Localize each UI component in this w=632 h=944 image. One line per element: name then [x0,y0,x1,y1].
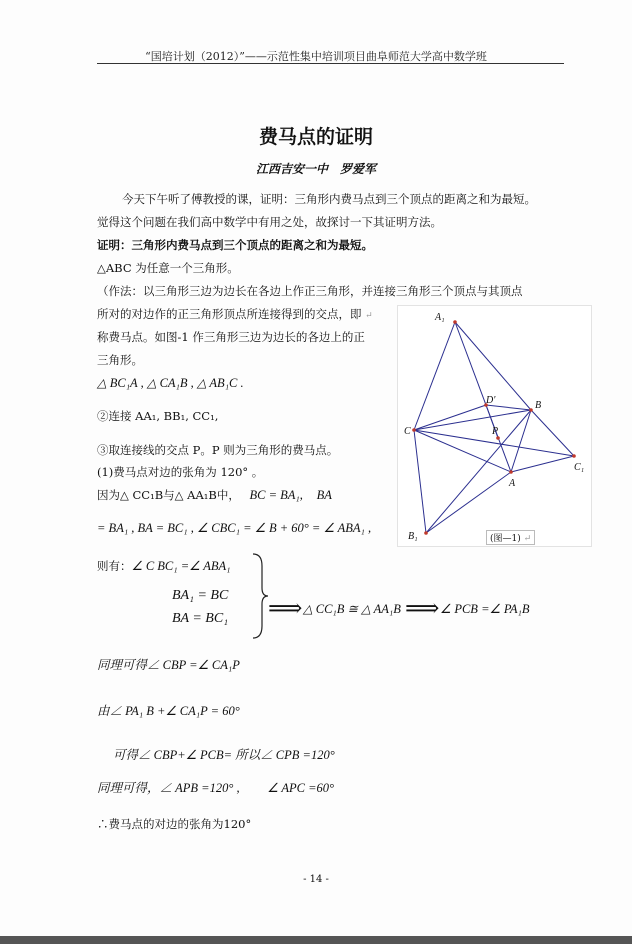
intro-line-2: 觉得这个问题在我们高中数学中有用之处，故探讨一下其证明方法。 [97,215,442,229]
angle-equality-statement: ∠ PCB =∠ PA₁B [440,602,530,616]
system-eq-1: BA₁ = BC [172,588,229,603]
point-c [412,428,416,432]
triangle-abc-line: △ABC 为任意一个三角形。 [97,261,239,275]
get-line: 可得∠ CBP+∠ PCB= 所以∠ CPB =120° [113,748,335,762]
label-d: D' [486,395,496,406]
segment-a1-a [455,322,511,472]
segment-c-b [414,410,531,430]
label-a1: A₁ [435,312,445,323]
header-rule [97,63,564,64]
then-line: 则有：∠ C BC₁ =∠ ABA₁ [97,559,231,573]
similar-line-1: 同理可得∠ CBP =∠ CA₁P [97,658,240,672]
property-1-line: (1)费马点对边的张角为 120° 。 [97,465,264,479]
author-line: 江西吉安一中 罗爱军 [255,162,376,176]
point-c1 [572,454,576,458]
point-a1 [453,320,457,324]
segment-b1-b [426,410,531,533]
intro-line-1: 今天下午听了傅教授的课，证明：三角形内费马点到三个顶点的距离之和为最短。 [122,192,536,206]
because-line: 因为△ CC₁B与△ AA₁B中， BC = BA₁, BA [97,488,332,502]
label-p: P [492,426,499,437]
point-b [529,408,533,412]
page-number: - 14 - [303,874,329,885]
segment-b-a [511,410,531,472]
point-b1 [424,531,428,535]
segment-b1-a [426,472,511,533]
conclusion-line: ∴费马点的对边的张角为120° [97,817,252,831]
from-line: 由∠ PA₁ B +∠ CA₁P = 60° [97,704,240,718]
implies-arrow-1: ⟹ [268,594,303,622]
segment-a1-c [414,322,455,430]
page-header: “国培计划（2012）”——示范性集中培训项目曲阜师范大学高中数学班 [145,50,487,63]
label-b1: B₁ [408,531,418,542]
right-brace [250,552,270,640]
label-c1: C₁ [574,462,585,473]
system-eq-2: BA = BC₁ [172,611,229,626]
label-a: A [509,478,516,489]
method-line-4: 三角形。 [97,353,143,367]
method-line-3: 称费马点。如图-1 作三角形三边为边长的各边上的正 [97,330,365,344]
similar-line-2: 同理可得，∠ APB =120° , ∠ APC =60° [97,781,335,795]
claim-statement: 证明：三角形内费马点到三个顶点的距离之和为最短。 [97,238,373,252]
method-line-1: （作法：以三角形三边为边长在各边上作正三角形，并连接三角形三个顶点与其顶点 [97,284,523,298]
geometry-figure [397,305,592,547]
document-title: 费马点的证明 [258,126,373,148]
label-c: C [404,426,411,437]
bottom-bar [0,936,632,944]
label-b: B [535,400,542,411]
step-3-line: ③取连接线的交点 P。P 则为三角形的费马点。 [97,443,339,457]
figure-caption: (图—1) ↵ [486,530,535,545]
congruence-statement: △ CC₁B ≅ △ AA₁B [303,602,401,616]
fermat-point-diagram [398,306,591,546]
step-2-line: ②连接 AA₁, BB₁, CC₁, [97,409,219,423]
segment-a-c1 [511,456,574,472]
segment-c-b1 [414,430,426,533]
segment-b-c1 [531,410,574,456]
triangles-line: △ BC₁A , △ CA₁B , △ AB₁C . [97,376,244,390]
implies-arrow-2: ⟹ [405,594,440,622]
method-line-2: 所对的对边作的正三角形顶点所连接得到的交点，即 ↵ [97,307,373,321]
equality-line: = BA₁ , BA = BC₁ , ∠ CBC₁ = ∠ B + 60° = ∠ ABA₁ , [97,521,372,535]
point-a [509,470,513,474]
return-mark: ↵ [365,311,373,321]
segment-c-d [414,405,486,430]
